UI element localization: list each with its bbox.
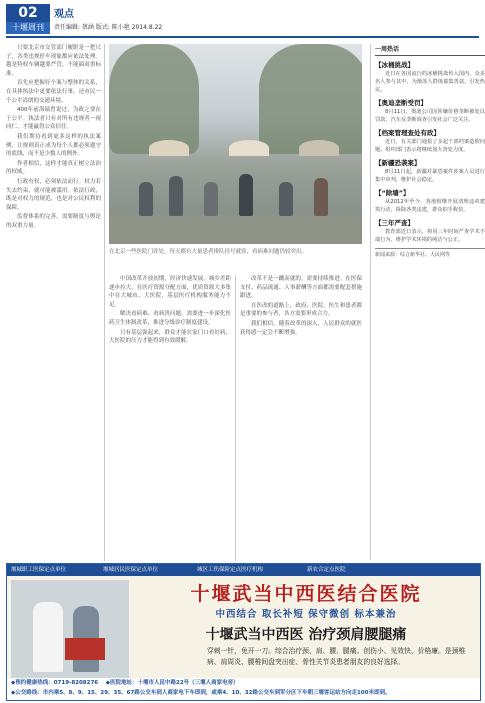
hospital-advertisement: [6, 563, 481, 701]
sidebar-item-title: 【档案管理查处有政】: [375, 129, 440, 137]
sidebar-item-title: 【新疆恐袭案】: [375, 159, 421, 167]
sidebar-weekly-topics: [370, 44, 485, 560]
paragraph: 我们期待看到更多这样的执法案例，让规则真正成为每个人都必须遵守的底线，而不是少数人的例外。: [6, 133, 101, 158]
column-divider: [104, 44, 105, 561]
ad-tab: 新农合定点医院: [307, 567, 346, 573]
sidebar-item-text: 从2012年至今，各地相继开展清理违章建筑行动，拆除各类违建，群众拍手称快。: [375, 199, 485, 213]
sidebar-heading: 一周热话: [375, 44, 485, 56]
hospital-name: 十堰武当中西医结合医院: [190, 583, 422, 605]
sidebar-item-text: 8月11日起，新疆对暴恐案件涉案人员进行集中审判，维护社会稳定。: [375, 169, 485, 183]
sidebar-item: [375, 60, 485, 94]
paragraph: 监督体系的完善，需要制度与舆论的双重力量。: [6, 214, 101, 229]
page-badge: [6, 4, 50, 34]
ad-contact: [7, 678, 480, 700]
editor-meta: 责任编辑: 蔡涵 版式: 陈小艳 2014.8.22: [54, 24, 163, 31]
sidebar-item-title: 【“除墙”】: [375, 189, 410, 197]
ad-phone: ◆预约健康热线：0719-8208276: [11, 680, 99, 686]
ad-tab: 堰城职工医保定点单位: [11, 567, 67, 573]
ad-bus: ◆公交路线：市内乘5、8、9、15、29、35、67路公交车到人商家电下车即到，或乘4、10、32路公交车到军分区下车朝三堰客运站方向走100米即到。: [11, 690, 391, 696]
paragraph: 改革不是一蹴而就的，需要持续推进。在医保支付、药品流通、人事薪酬等方面都需要配套措施跟进。: [240, 276, 362, 300]
paragraph: 400年前海瑞曾说过，为政之要在于公平。执法者只有对所有违规者一视同仁，才能赢得公众信任。: [6, 107, 101, 131]
paragraph: 解决看病难、看病贵问题，需要进一步深化医药卫生体制改革，推进分级诊疗制度建设。: [109, 311, 231, 326]
photo-caption: 在北京一些医院门诊处，每天都有大量患者排队挂号就诊，看病难问题仍较突出。: [109, 249, 308, 255]
sidebar-item-title: 【三年严查】: [375, 219, 414, 227]
sidebar-item: [375, 218, 485, 244]
ad-photo: [11, 580, 129, 678]
sidebar-item-text: 教育部近日表示，将用三年时间严查学术不端行为，维护学术环境的纯洁与公正。: [375, 229, 485, 243]
article-column-3: [240, 275, 362, 560]
sidebar-item-text: 近日，有关部门通报了多起干部档案造假问题，组织部门表示将继续加大查处力度。: [375, 139, 485, 153]
sidebar-item: [375, 128, 485, 154]
sidebar-item-title: 【冰桶挑战】: [375, 61, 414, 69]
article-column-2: [109, 275, 231, 560]
sidebar-item-text: 近日在各国流行的冰桶挑战传入国内，众多名人参与其中，为渐冻人群体募集善款，引发热议。: [375, 71, 485, 93]
page-number: 02: [18, 5, 38, 21]
ad-address: ◆医院地址：十堰市人民中路22号（三堰人商家电旁）: [105, 680, 239, 686]
header-rule: [6, 36, 479, 38]
paragraph: 作者相信，这样才能真正树立法治的权威。: [6, 160, 101, 176]
paragraph: 首先应把握好个案与整体的关系，在具体执法中更要依法行事，还市民一个公平清朗的交通环境。: [6, 80, 101, 104]
paragraph: 在医改的道路上，政府、医院、医生和患者都是重要的参与者，各方需要形成合力。: [240, 302, 362, 318]
paragraph: 只有基层强起来，群众才能在家门口看好病，大医院的压力才能得到有效缓解。: [109, 329, 231, 345]
paragraph: 中国改革开放初期，经济快速发展，城乡差距逐步拉大。在医疗资源分配方面，优质资源大多集中在大城市、大医院，基层医疗机构服务能力不足。: [109, 276, 231, 308]
article-column-1: [6, 44, 101, 560]
sidebar-source: 新闻来源：综合新华社、人民网等: [375, 248, 485, 258]
ad-headline: 十堰武当中西医 治疗颈肩腰腿痛: [205, 627, 407, 643]
paragraph: 我们相信，随着改革的深入，人民群众的就医获得感一定会不断增强。: [240, 320, 362, 336]
sidebar-item-text: 8月11日，奥迪公司因涉嫌价格垄断被处以罚款，汽车反垄断调查引发社会广泛关注。: [375, 109, 485, 123]
sidebar-item-title: 【奥迪垄断受罚】: [375, 99, 427, 107]
page-header: [0, 0, 485, 40]
paper-name: 十堰周刊: [6, 22, 50, 34]
column-divider: [235, 275, 236, 561]
ad-tab: 城区工伤保险定点医疗机构: [197, 567, 264, 573]
section-title: 观点: [54, 9, 74, 20]
doctor-figure: [33, 602, 63, 672]
ad-slogan: 中西结合 取长补短 保守微创 标本兼治: [215, 609, 397, 620]
sidebar-item: [375, 98, 485, 124]
news-photo: [109, 44, 362, 244]
paragraph: 行政有权，必须依法而行。权力若失去约束，就可能被滥用。依法行政，既是对权力的规范，也是对公民权利的保障。: [6, 178, 101, 211]
ad-tab-bar: [7, 564, 480, 576]
ad-tab: 堰城居民医保定点单位: [103, 567, 159, 573]
pennant: [65, 638, 105, 660]
ad-description: 穿刺一针，免开一刀。综合治疗颈、肩、腰、腿痛。创伤小、见效快、价格廉。是颈椎病、肩周炎、腰椎间盘突出症、骨性关节炎患者朋友的良好选择。: [207, 647, 466, 666]
sidebar-item: [375, 158, 485, 184]
sidebar-item: [375, 188, 485, 214]
paragraph: 只要北京市交管部门履职是一把尺子，各类违规停车现象都应依法处理。越是特权车辆越要严管，不能搞双重标准。: [6, 45, 101, 77]
